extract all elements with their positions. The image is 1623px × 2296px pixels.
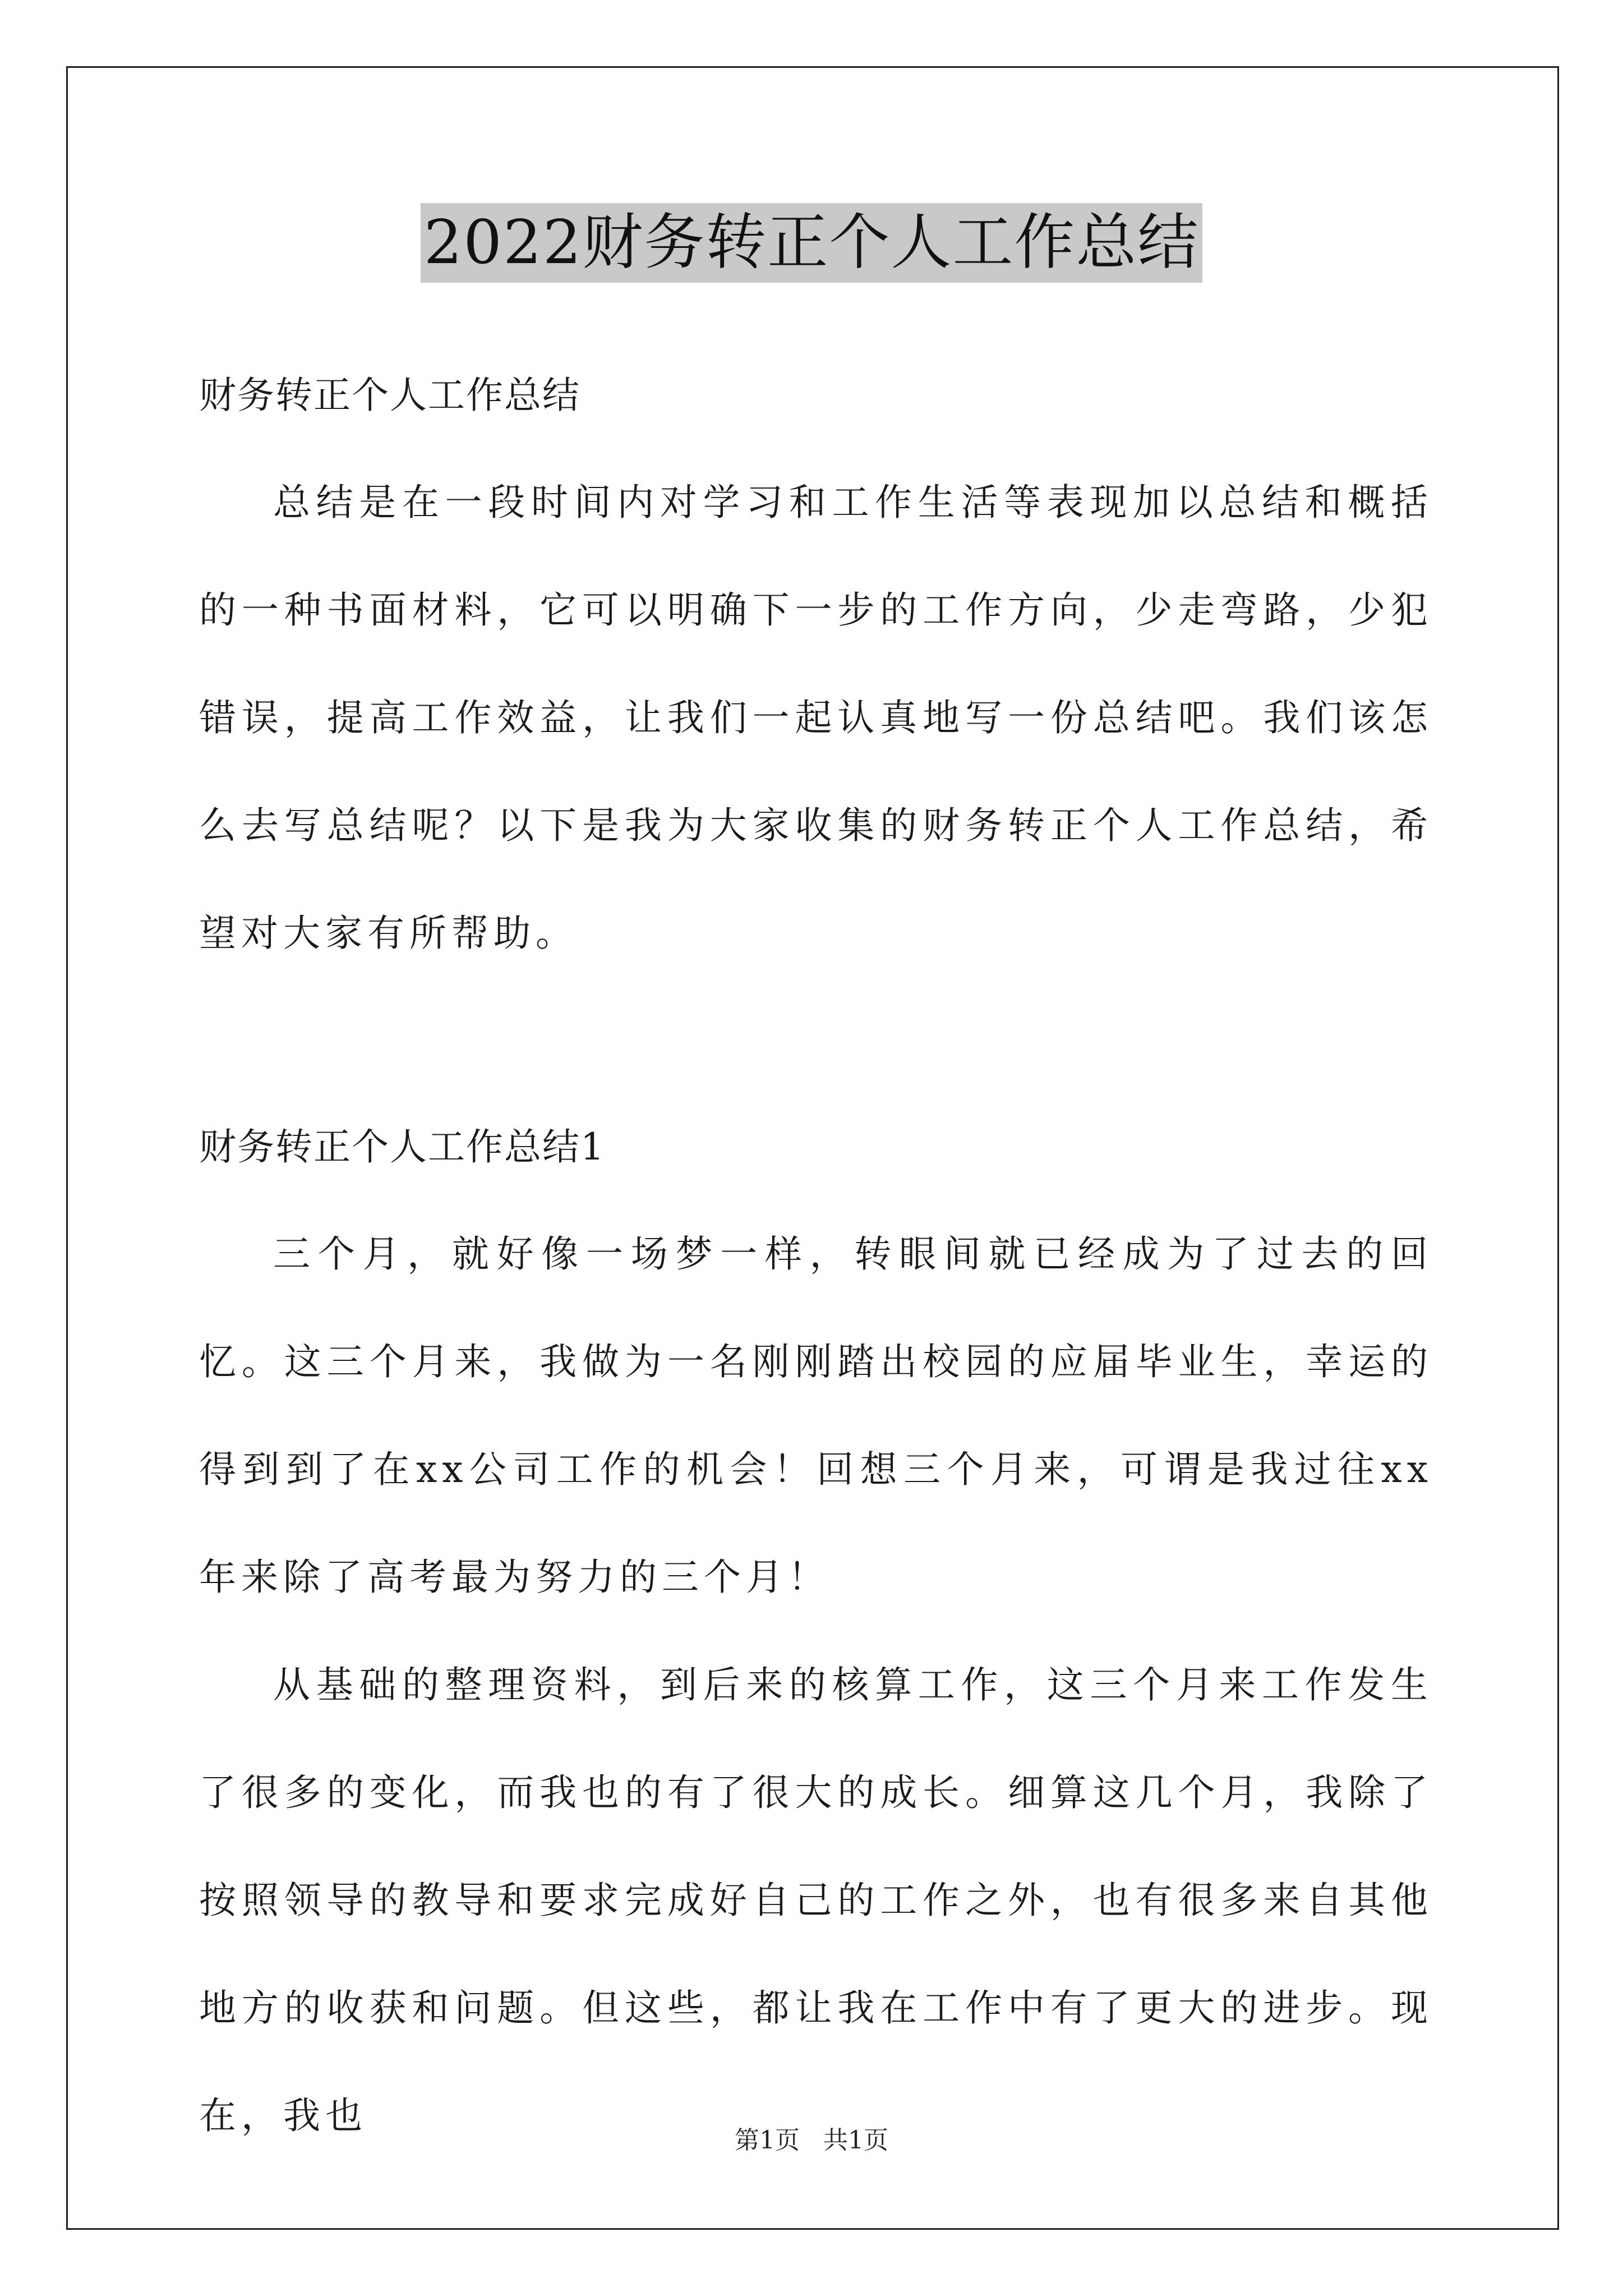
page-number: 第1页 [735, 2126, 800, 2155]
section-gap [199, 987, 1433, 1094]
section-heading: 财务转正个人工作总结1 [199, 1125, 605, 1168]
title-container [0, 203, 1623, 283]
document-title: 2022财务转正个人工作总结 [421, 203, 1203, 283]
section-paragraph: 三个月，就好像一场梦一样，转眼间就已经成为了过去的回忆。这三个月来，我做为一名刚刚踏出校园的应届毕业生，幸运的得到到了在xx公司工作的机会！回想三个月来，可谓是我过往xx年来除了高考最为努力的三个月！ [199, 1232, 1433, 1599]
page-total: 共1页 [823, 2126, 888, 2155]
section-paragraph: 从基础的整理资料，到后来的核算工作，这三个月来工作发生了很多的变化，而我也的有了很大的成长。细算这几个月，我除了按照领导的教导和要求完成好自己的工作之外，也有很多来自其他地方的收获和问题。但这些，都让我在工作中有了更大的进步。现在，我也 [199, 1663, 1433, 2137]
intro-paragraph: 总结是在一段时间内对学习和工作生活等表现加以总结和概括的一种书面材料，它可以明确下一步的工作方向，少走弯路，少犯错误，提高工作效益，让我们一起认真地写一份总结吧。我们该怎么去写总结呢？以下是我为大家收集的财务转正个人工作总结，希望对大家有所帮助。 [199, 481, 1433, 955]
document-subtitle: 财务转正个人工作总结 [199, 374, 580, 417]
document-body [199, 342, 1433, 2170]
page-footer [0, 2124, 1623, 2157]
